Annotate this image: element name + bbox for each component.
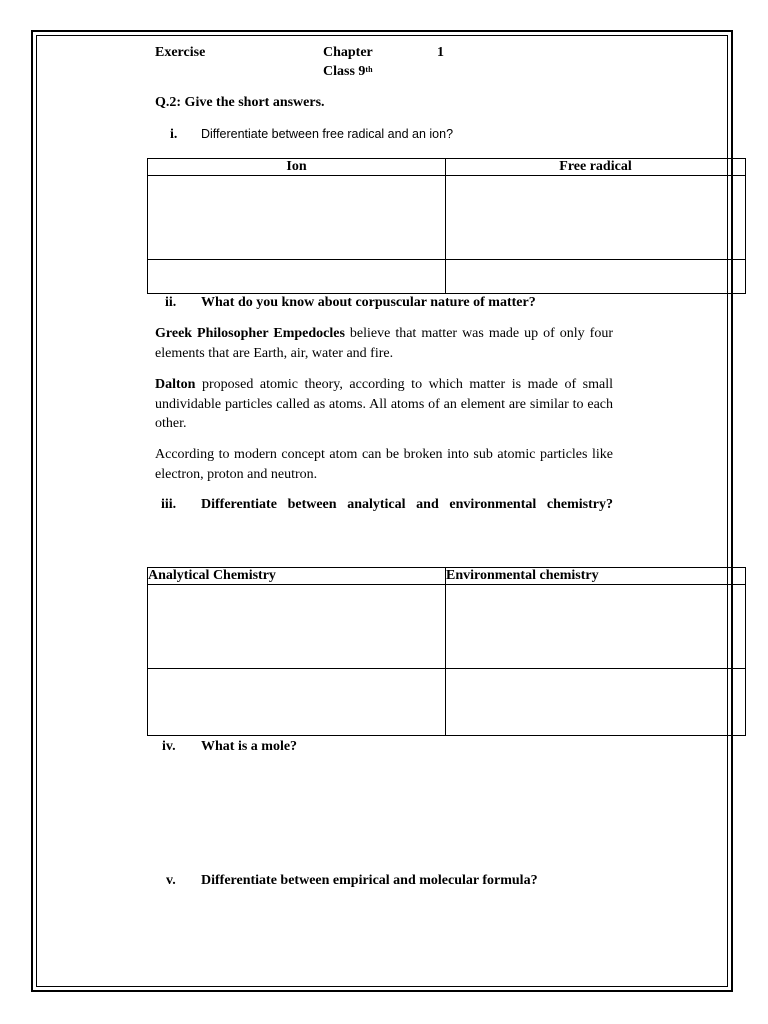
table1-cell xyxy=(446,260,746,294)
item-number-v: v. xyxy=(166,873,176,888)
chapter-label: Chapter xyxy=(323,45,373,60)
table1-cell xyxy=(148,260,446,294)
paragraph-empedocles xyxy=(155,324,613,363)
paragraph-modern-concept: According to modern concept atom can be broken into sub atomic particles like electron, proton and neutron. xyxy=(155,447,613,482)
item-text-iii-content: Differentiate between analytical and environmental chemistry? xyxy=(201,497,613,512)
item-number-ii: ii. xyxy=(165,295,177,310)
class-superscript: th xyxy=(365,65,373,74)
table1-header-free-radical: Free radical xyxy=(446,159,746,176)
table2-cell xyxy=(148,585,446,669)
class-text: Class 9 xyxy=(323,64,366,79)
table1-cell xyxy=(148,176,446,260)
item-number-iii: iii. xyxy=(161,497,177,512)
item-text-v: Differentiate between empirical and molecular formula? xyxy=(201,873,538,888)
analytical-vs-environmental-table xyxy=(147,567,746,736)
item-number-iv: iv. xyxy=(162,739,176,754)
class-label xyxy=(323,64,373,80)
item-text-ii: What do you know about corpuscular nature of matter? xyxy=(201,295,536,310)
exercise-label: Exercise xyxy=(155,45,206,60)
ion-vs-free-radical-table xyxy=(147,158,746,294)
table1-cell xyxy=(446,176,746,260)
table2-cell xyxy=(446,669,746,736)
item-text-i: Differentiate between free radical and an ion? xyxy=(201,127,454,141)
table1-header-ion: Ion xyxy=(148,159,446,176)
chapter-number: 1 xyxy=(437,45,444,60)
table2-header-environmental: Environmental chemistry xyxy=(446,568,746,585)
empedocles-bold: Greek Philosopher Empedocles xyxy=(155,326,345,341)
item-number-i: i. xyxy=(170,127,178,142)
table2-header-analytical: Analytical Chemistry xyxy=(148,568,446,585)
paragraph-dalton xyxy=(155,375,613,434)
question-title: Q.2: Give the short answers. xyxy=(155,95,325,110)
dalton-bold: Dalton xyxy=(155,377,196,392)
empedocles-text: believe that matter was made up of only four elements that are Earth, air, water and fire. xyxy=(155,326,613,361)
item-text-iv: What is a mole? xyxy=(201,739,298,754)
item-text-iii xyxy=(201,495,613,515)
table2-cell xyxy=(446,585,746,669)
table2-cell xyxy=(148,669,446,736)
dalton-text: proposed atomic theory, according to which matter is made of small undividable particles called as atoms. All atoms of an element are similar to each other. xyxy=(155,377,613,431)
